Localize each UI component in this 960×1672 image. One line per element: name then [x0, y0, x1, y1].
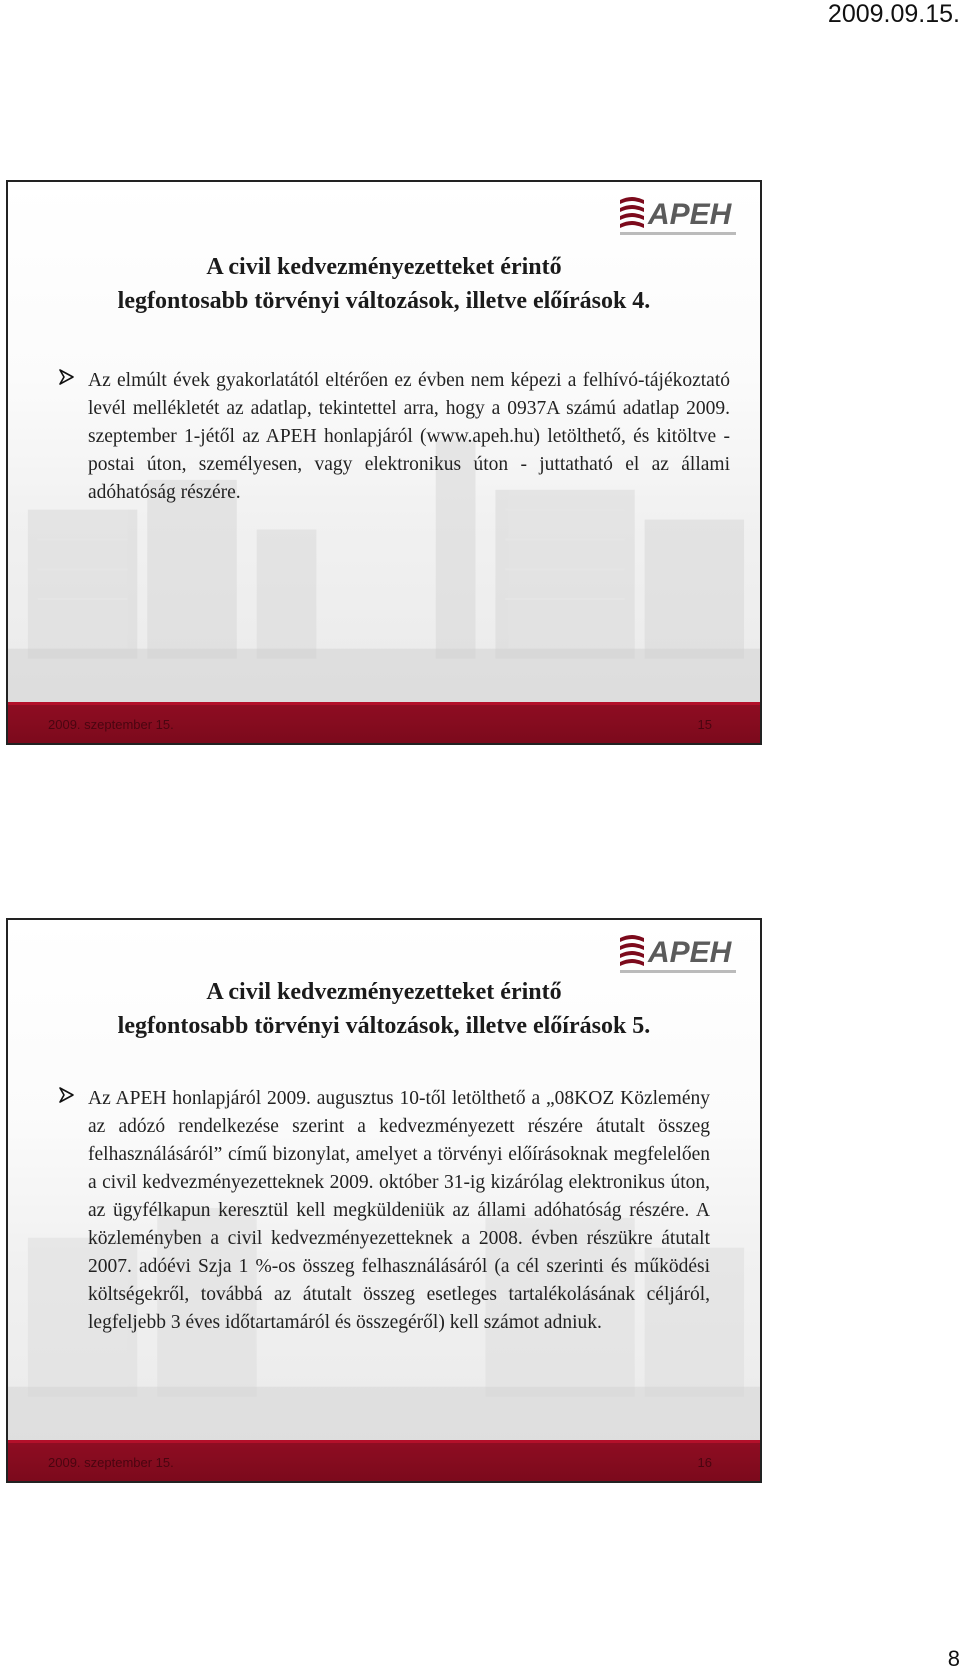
slide-number: 16 [697, 1455, 712, 1470]
slide-16 [6, 918, 762, 1483]
slide-footer [8, 1440, 760, 1481]
footer-date: 2009. szeptember 15. [48, 717, 174, 732]
slide-title [8, 975, 760, 1043]
bullet-text: Az APEH honlapjáról 2009. augusztus 10-től letölthető a „08KOZ Közlemény az adózó rendelkezése szerint a kedvezményezett részére átutalt összeg felhasználásáról” című bizonylat, amelyet a törvényi előírásoknak megfelelően a civil kedvezményezetteknek 2009. október 31-ig kizárólag elektronikus úton, az ügyfélkapun keresztül kell megküldeniük az állami adóhatóság részére. A közleményben a civil kedvezményezetteknek a 2008. évben részükre átutalt 2007. adóévi Szja 1 %-os összeg felhasználásáról (a cél szerinti és működési költségekről, továbbá az átutalt összeg esetleges tartalékolásának céljáról, legfeljebb 3 éves időtartamáról és összegéről) kell számot adniuk. [88, 1088, 710, 1333]
slide-15 [6, 180, 762, 745]
slide-footer [8, 702, 760, 743]
bullet-item [58, 367, 730, 507]
slide-title-line1: A civil kedvezményezetteket érintő [206, 979, 562, 1005]
svg-text:APEH: APEH [648, 198, 732, 231]
apeh-logo-icon [618, 932, 738, 976]
slide-title-line2: legfontosabb törvényi változások, illetve előírások 5. [117, 1013, 651, 1039]
bullet-text: Az elmúlt évek gyakorlatától eltérően ez évben nem képezi a felhívó-tájékoztató levél mellékletét az adatlap, tekintettel arra, hogy a 0937A számú adatlap 2009. szeptember 1-jétől az APEH honlapjáról (www.apeh.hu) letölthető, és kitöltve - postai úton, személyesen, vagy elektronikus úton - juttatható el az állami adóhatóság részére. [88, 370, 730, 503]
slide-title [8, 250, 760, 318]
page-number: 8 [947, 1646, 960, 1671]
header-date: 2009.09.15. [827, 0, 960, 28]
footer-date: 2009. szeptember 15. [48, 1455, 174, 1470]
arrow-bullet-icon [58, 367, 88, 507]
slide-title-line2: legfontosabb törvényi változások, illetve előírások 4. [117, 288, 651, 314]
slide-number: 15 [697, 717, 712, 732]
bullet-item [58, 1085, 710, 1337]
svg-text:APEH: APEH [648, 936, 732, 969]
arrow-bullet-icon [58, 1085, 88, 1337]
slide-title-line1: A civil kedvezményezetteket érintő [206, 254, 562, 280]
apeh-logo-icon [618, 194, 738, 238]
